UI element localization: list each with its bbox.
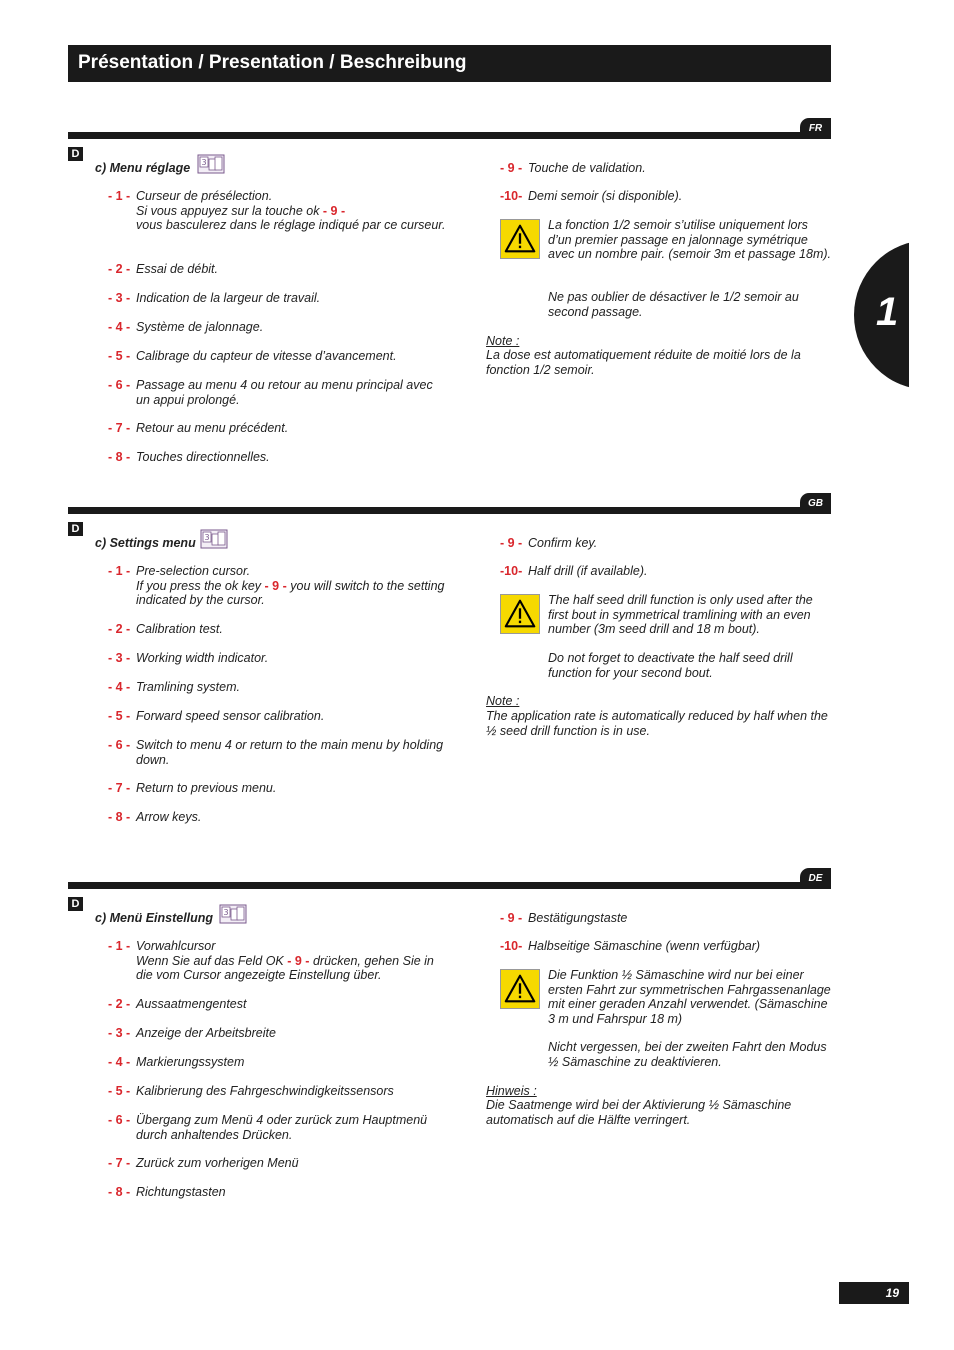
language-tab-fr: FR [800, 118, 831, 139]
language-tab-de: DE [800, 868, 831, 889]
section-badge: D [68, 147, 83, 161]
language-tab-gb: GB [800, 493, 831, 514]
note-text: La dose est automatiquement réduite de moitié lors de la fonction 1/2 semoir. [486, 348, 801, 377]
svg-text:3: 3 [204, 533, 210, 542]
section-divider [68, 882, 831, 889]
warning-icon [500, 969, 540, 1009]
section-badge: D [68, 897, 83, 911]
warning-text: Do not forget to deactivate the half seed drill function for your second bout. [548, 651, 793, 680]
note-text: The application rate is automatically reduced by half when the ½ seed drill function is in use. [486, 709, 828, 738]
note-text: Die Saatmenge wird bei der Aktivierung ½ Sämaschine automatisch auf die Hälfte verringert. [486, 1098, 792, 1127]
warning-icon [500, 219, 540, 259]
settings-menu-icon [219, 904, 247, 924]
warning-icon [500, 594, 540, 634]
warning-text: Die Funktion ½ Sämaschine wird nur bei einer ersten Fahrt zur symmetrischen Fahrgassenanlage mit einer geraden Anzahl verwendet. (Sämaschine 3 m und Fahrspur 18 m) [548, 968, 831, 1026]
section-heading: c) Menu réglage [95, 161, 191, 175]
page-header [68, 45, 831, 82]
section-badge: D [68, 522, 83, 536]
chapter-number: 1 [876, 290, 899, 334]
section-gb: GB D c) Settings menu 3 - 1 - Pre-selection cursor. If you press the ok key - 9 - you will switch to the setting indicated by the cursor. - 2 - Calibration test. - 3 - Working width indicator. - 4 - Tramlining system. - 5 - Forward speed sensor calibration. - 6 - Switch to menu 4 or return to the main menu by holding down. - 7 - Return to previous menu. - 8 - Arrow keys. - 9 - Confirm key. -10- Half drill (if available). The half seed drill function is only used after the first bout in symmetrical tramlining with an even number (3m seed drill and 18 m bout). Do not forget to deactivate the half seed drill function for your second bout. Note : The application rate is automatically reduced by half when the ½ seed drill function is in use. [68, 493, 831, 853]
note-label: Note : [486, 334, 520, 348]
section-heading: c) Settings menu [95, 536, 196, 550]
section-divider [68, 507, 831, 514]
section-de: DE D c) Menü Einstellung 3 - 1 - Vorwahlcursor Wenn Sie auf das Feld OK - 9 - drücken, gehen Sie in die vom Cursor angezeigte Einstellung über. - 2 - Aussaatmengentest - 3 - Anzeige der Arbeitsbreite - 4 - Markierungssystem - 5 - Kalibrierung des Fahrgeschwindigkeitssensors - 6 - Übergang zum Menü 4 oder zurück zum Hauptmenü durch anhaltendes Drücken. - 7 - Zurück zum vorherigen Menü - 8 - Richtungstasten - 9 - Bestätigungstaste -10- Halbseitige Sämaschine (wenn verfügbar) Die Funktion ½ Sämaschine wird nur bei einer ersten Fahrt zur symmetrischen Fahrgassenanlage mit einer geraden Anzahl verwendet. (Sämaschine 3 m und Fahrspur 18 m) Nicht vergessen, bei der zweiten Fahrt den Modus ½ Sämaschine zu deaktivieren. Hinweis : Die Saatmenge wird bei der Aktivierung ½ Sämaschine automatisch auf die Hälfte verringert. [68, 868, 831, 1228]
section-heading: c) Menü Einstellung [95, 911, 214, 925]
svg-text:3: 3 [201, 158, 207, 167]
warning-text: La fonction 1/2 semoir s’utilise uniquement lors d’un premier passage en jalonnage symétrique avec un nombre pair. (semoir 3m et passage 18m). [548, 218, 831, 261]
note-label: Note : [486, 694, 520, 708]
warning-text: Nicht vergessen, bei der zweiten Fahrt den Modus ½ Sämaschine zu deaktivieren. [548, 1040, 827, 1069]
settings-menu-icon [200, 529, 228, 549]
settings-menu-icon [197, 154, 225, 174]
section-fr: FR D c) Menu réglage 3 - 1 - Curseur de présélection. Si vous appuyez sur la touche ok - 9 - vous basculerez dans le réglage indiqué par ce curseur. - 2 - Essai de débit. - 3 - Indication de la largeur de travail. - 4 - Système de jalonnage. - 5 - Calibrage du capteur de vitesse d’avancement. - 6 - Passage au menu 4 ou retour au menu principal avec un appui prolongé. - 7 - Retour au menu précédent. - 8 - Touches directionnelles. - 9 - Touche de validation. -10- Demi semoir (si disponible). La fonction 1/2 semoir s’utilise uniquement lors d’un premier passage en jalonnage symétrique avec un nombre pair. (semoir 3m et passage 18m). Ne pas oublier de désactiver le 1/2 semoir au second passage. Note : La dose est automatiquement réduite de moitié lors de la fonction 1/2 semoir. [68, 118, 831, 478]
warning-text: Ne pas oublier de désactiver le 1/2 semoir au second passage. [548, 290, 799, 319]
section-divider [68, 132, 831, 139]
svg-text:3: 3 [223, 908, 229, 917]
note-label: Hinweis : [486, 1084, 537, 1098]
warning-text: The half seed drill function is only used after the first bout in symmetrical tramlining with an even number (3m seed drill and 18 m bout). [548, 593, 813, 636]
page-number: 19 [839, 1282, 909, 1304]
page-title: Présentation / Presentation / Beschreibung [78, 52, 467, 73]
